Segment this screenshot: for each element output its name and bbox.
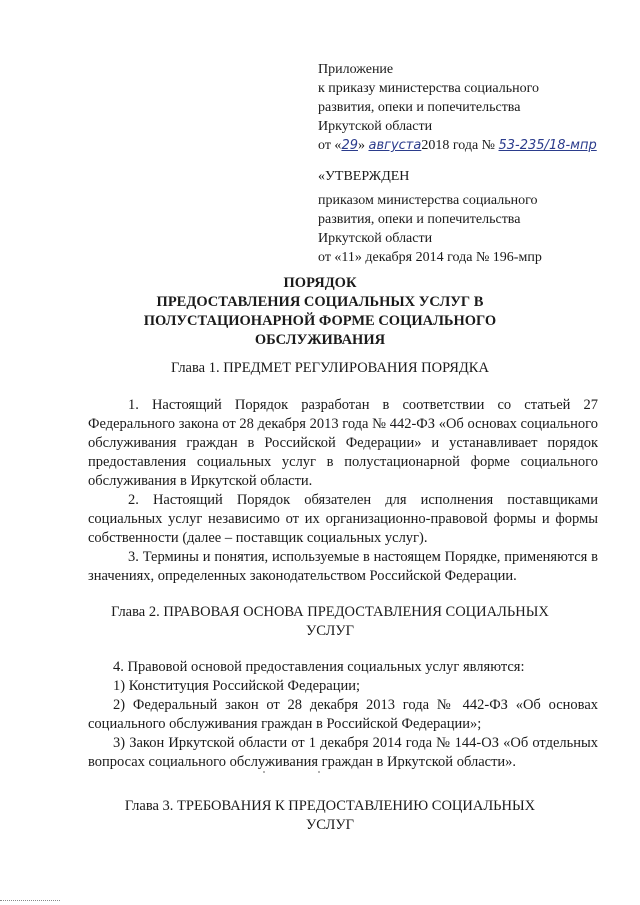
date-suffix: 2018 года № — [421, 138, 496, 153]
list-item: 2) Федеральный закон от 28 декабря 2013 года № 442-ФЗ «Об основах социального обслуживания граждан в Российской Федерации»; — [88, 697, 598, 732]
handwritten-order-number: 53-235/18-мпр — [498, 138, 597, 153]
list-item: 1) Конституция Российской Федерации; — [113, 678, 360, 694]
handwritten-month: августа — [368, 138, 422, 153]
approved-line: приказом министерства социального — [318, 193, 538, 208]
appendix-block — [318, 60, 628, 155]
date-prefix: от « — [318, 138, 342, 153]
chapter-3-heading-line: Глава 3. ТРЕБОВАНИЯ К ПРЕДОСТАВЛЕНИЮ СОЦИАЛЬНЫХ — [124, 798, 536, 814]
approved-line: развития, опеки и попечительства — [318, 212, 521, 227]
appendix-line: развития, опеки и попечительства — [318, 100, 521, 115]
handwritten-day: 29 — [341, 138, 358, 153]
title-line: ОБСЛУЖИВАНИЯ — [254, 332, 386, 348]
paragraph-3: 3. Термины и понятия, используемые в настоящем Порядке, применяются в значениях, определенных законодательством Российской Федерации. — [88, 549, 598, 584]
list-item: 3) Закон Иркутской области от 1 декабря 2014 года № 144-ОЗ «Об отдельных вопросах социального обслуживания граждан в Иркутской области». — [88, 735, 598, 770]
appendix-line: к приказу министерства социального — [318, 81, 539, 96]
appendix-date-line — [318, 136, 628, 155]
scan-edge-mark — [0, 900, 60, 902]
title-line: ПОРЯДОК — [283, 275, 357, 291]
paragraph-2: 2. Настоящий Порядок обязателен для исполнения поставщиками социальных услуг независимо от их организационно-правовой формы и формы собственности (далее – поставщик социальных услуг). — [88, 492, 598, 546]
paragraph-1: 1. Настоящий Порядок разработан в соответствии со статьей 27 Федерального закона от 28 декабря 2013 года № 442-ФЗ «Об основах социального обслуживания граждан в Российской Федерации» и устанавливает порядок предоставления социальных услуг в полустационарной форме социального обслуживания в Иркутской области. — [88, 397, 598, 489]
document-title — [60, 274, 580, 350]
scan-speck — [318, 771, 320, 773]
approved-block — [318, 167, 628, 267]
chapter-2-heading-line: УСЛУГ — [305, 623, 355, 639]
approved-line: Иркутской области — [318, 231, 433, 246]
appendix-line: Приложение — [318, 62, 394, 77]
approved-line: от «11» декабря 2014 года № 196-мпр — [318, 250, 542, 265]
title-line: ПОЛУСТАЦИОНАРНОЙ ФОРМЕ СОЦИАЛЬНОГО — [143, 313, 497, 329]
approved-heading: «УТВЕРЖДЕН — [318, 169, 410, 184]
chapter-3-heading-line: УСЛУГ — [305, 817, 355, 833]
paragraph-4: 4. Правовой основой предоставления социальных услуг являются: — [113, 659, 525, 675]
scan-speck — [263, 771, 265, 773]
date-mid: » — [357, 138, 369, 153]
chapter-1-heading: Глава 1. ПРЕДМЕТ РЕГУЛИРОВАНИЯ ПОРЯДКА — [171, 360, 489, 376]
appendix-line: Иркутской области — [318, 119, 433, 134]
chapter-2-heading-line: Глава 2. ПРАВОВАЯ ОСНОВА ПРЕДОСТАВЛЕНИЯ СОЦИАЛЬНЫХ — [111, 604, 549, 620]
title-line: ПРЕДОСТАВЛЕНИЯ СОЦИАЛЬНЫХ УСЛУГ В — [156, 294, 484, 310]
chapter-2-heading — [80, 603, 580, 641]
chapter-3-heading — [80, 797, 580, 835]
